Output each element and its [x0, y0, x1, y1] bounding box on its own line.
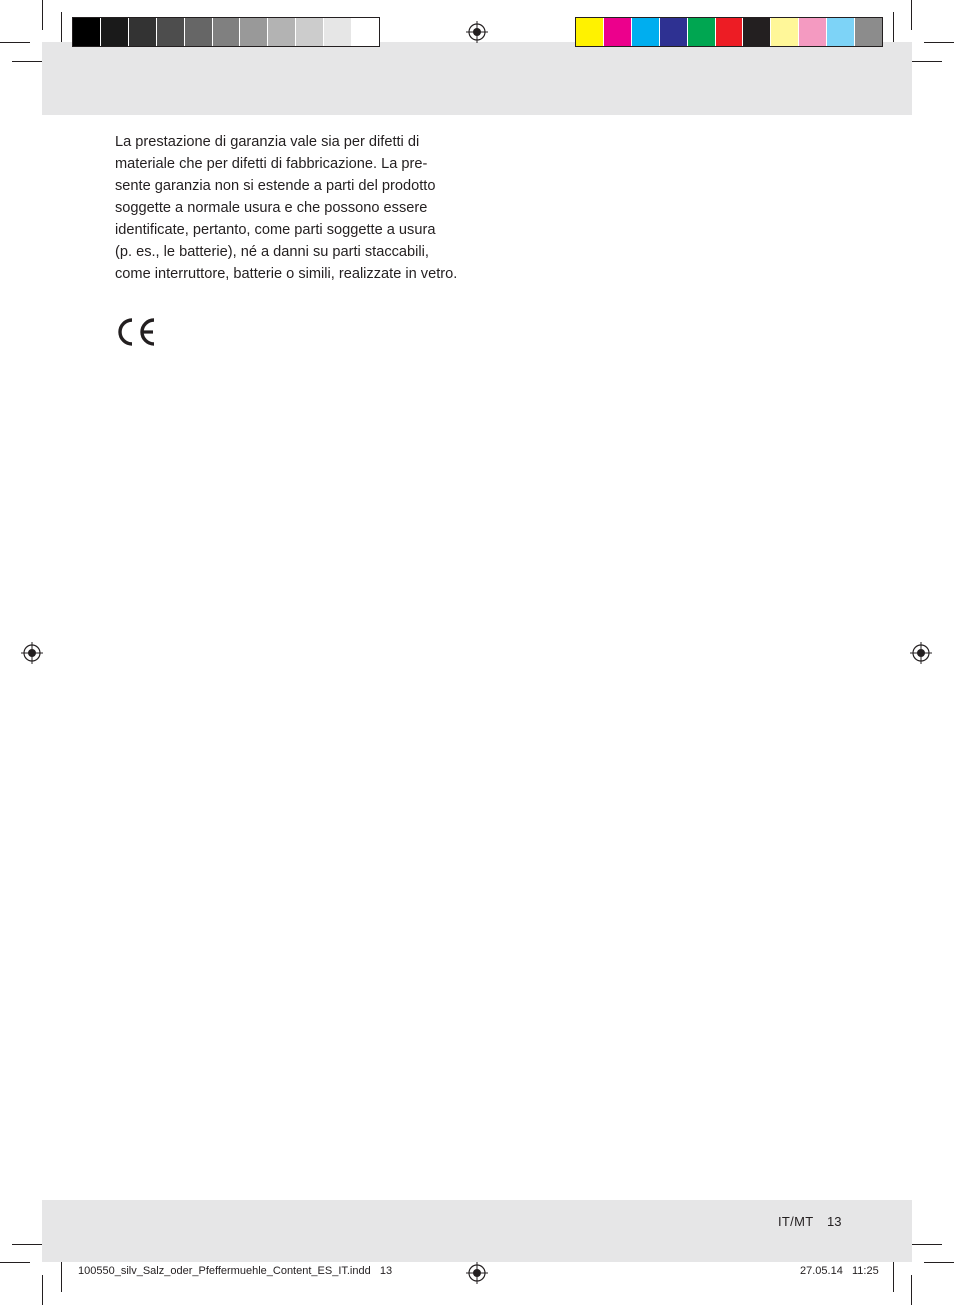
color-swatch — [771, 18, 799, 46]
color-swatch — [157, 18, 185, 46]
paragraph-line: materiale che per difetti di fabbricazione. La pre- — [115, 156, 428, 172]
grayscale-color-bar — [72, 17, 380, 47]
footer-band — [42, 1200, 912, 1262]
crop-mark-top-left-h2 — [12, 61, 42, 62]
warranty-paragraph — [115, 131, 475, 285]
registration-target-icon — [466, 1262, 488, 1284]
color-swatch — [827, 18, 855, 46]
paragraph-line: soggette a normale usura e che possono essere — [115, 200, 428, 216]
color-swatch — [101, 18, 129, 46]
paragraph-line: sente garanzia non si estende a parti del prodotto — [115, 178, 436, 194]
color-swatch — [799, 18, 827, 46]
color-swatch — [129, 18, 157, 46]
crop-mark-top-left-v — [42, 0, 43, 30]
color-swatch — [604, 18, 632, 46]
crop-mark-top-right-v2 — [893, 12, 894, 42]
color-swatch — [296, 18, 324, 46]
crop-mark-top-left-h — [0, 42, 30, 43]
crop-mark-top-right-h — [924, 42, 954, 43]
crop-mark-top-right-h2 — [912, 61, 942, 62]
registration-target-icon — [21, 642, 43, 664]
color-swatch — [185, 18, 213, 46]
registration-target-icon — [910, 642, 932, 664]
crop-mark-bottom-right-h — [924, 1262, 954, 1263]
color-swatch — [268, 18, 296, 46]
crop-mark-bottom-left-h — [0, 1262, 30, 1263]
crop-mark-bottom-left-h2 — [12, 1244, 42, 1245]
page-language-label: IT/MT — [778, 1214, 814, 1229]
paragraph-line: identificate, pertanto, come parti soggette a usura — [115, 222, 436, 238]
color-swatch — [576, 18, 604, 46]
paragraph-line: (p. es., le batterie), né a danni su parti staccabili, — [115, 244, 429, 260]
color-swatch — [743, 18, 771, 46]
color-swatch — [632, 18, 660, 46]
crop-mark-bottom-left-v2 — [61, 1262, 62, 1292]
color-swatch — [352, 18, 379, 46]
crop-mark-top-right-v — [911, 0, 912, 30]
color-swatch — [688, 18, 716, 46]
page-number: 13 — [827, 1214, 842, 1229]
color-swatch — [240, 18, 268, 46]
paragraph-line: La prestazione di garanzia vale sia per difetti di — [115, 134, 420, 150]
header-band — [42, 42, 912, 115]
ce-mark-icon — [114, 317, 157, 347]
color-swatch — [716, 18, 744, 46]
registration-target-icon — [466, 21, 488, 43]
color-swatch — [324, 18, 352, 46]
paragraph-line: come interruttore, batterie o simili, realizzate in vetro. — [115, 266, 458, 282]
crop-mark-top-left-v2 — [61, 12, 62, 42]
process-color-bar — [575, 17, 883, 47]
crop-mark-bottom-right-v2 — [893, 1262, 894, 1292]
crop-mark-bottom-right-v — [911, 1275, 912, 1305]
slug-date-info: 27.05.14 11:25 — [800, 1265, 879, 1277]
crop-mark-bottom-left-v — [42, 1275, 43, 1305]
color-swatch — [660, 18, 688, 46]
color-swatch — [855, 18, 882, 46]
crop-mark-bottom-right-h2 — [912, 1244, 942, 1245]
color-swatch — [73, 18, 101, 46]
slug-file-info: 100550_silv_Salz_oder_Pfeffermuehle_Content_ES_IT.indd 13 — [78, 1265, 393, 1277]
color-swatch — [213, 18, 241, 46]
